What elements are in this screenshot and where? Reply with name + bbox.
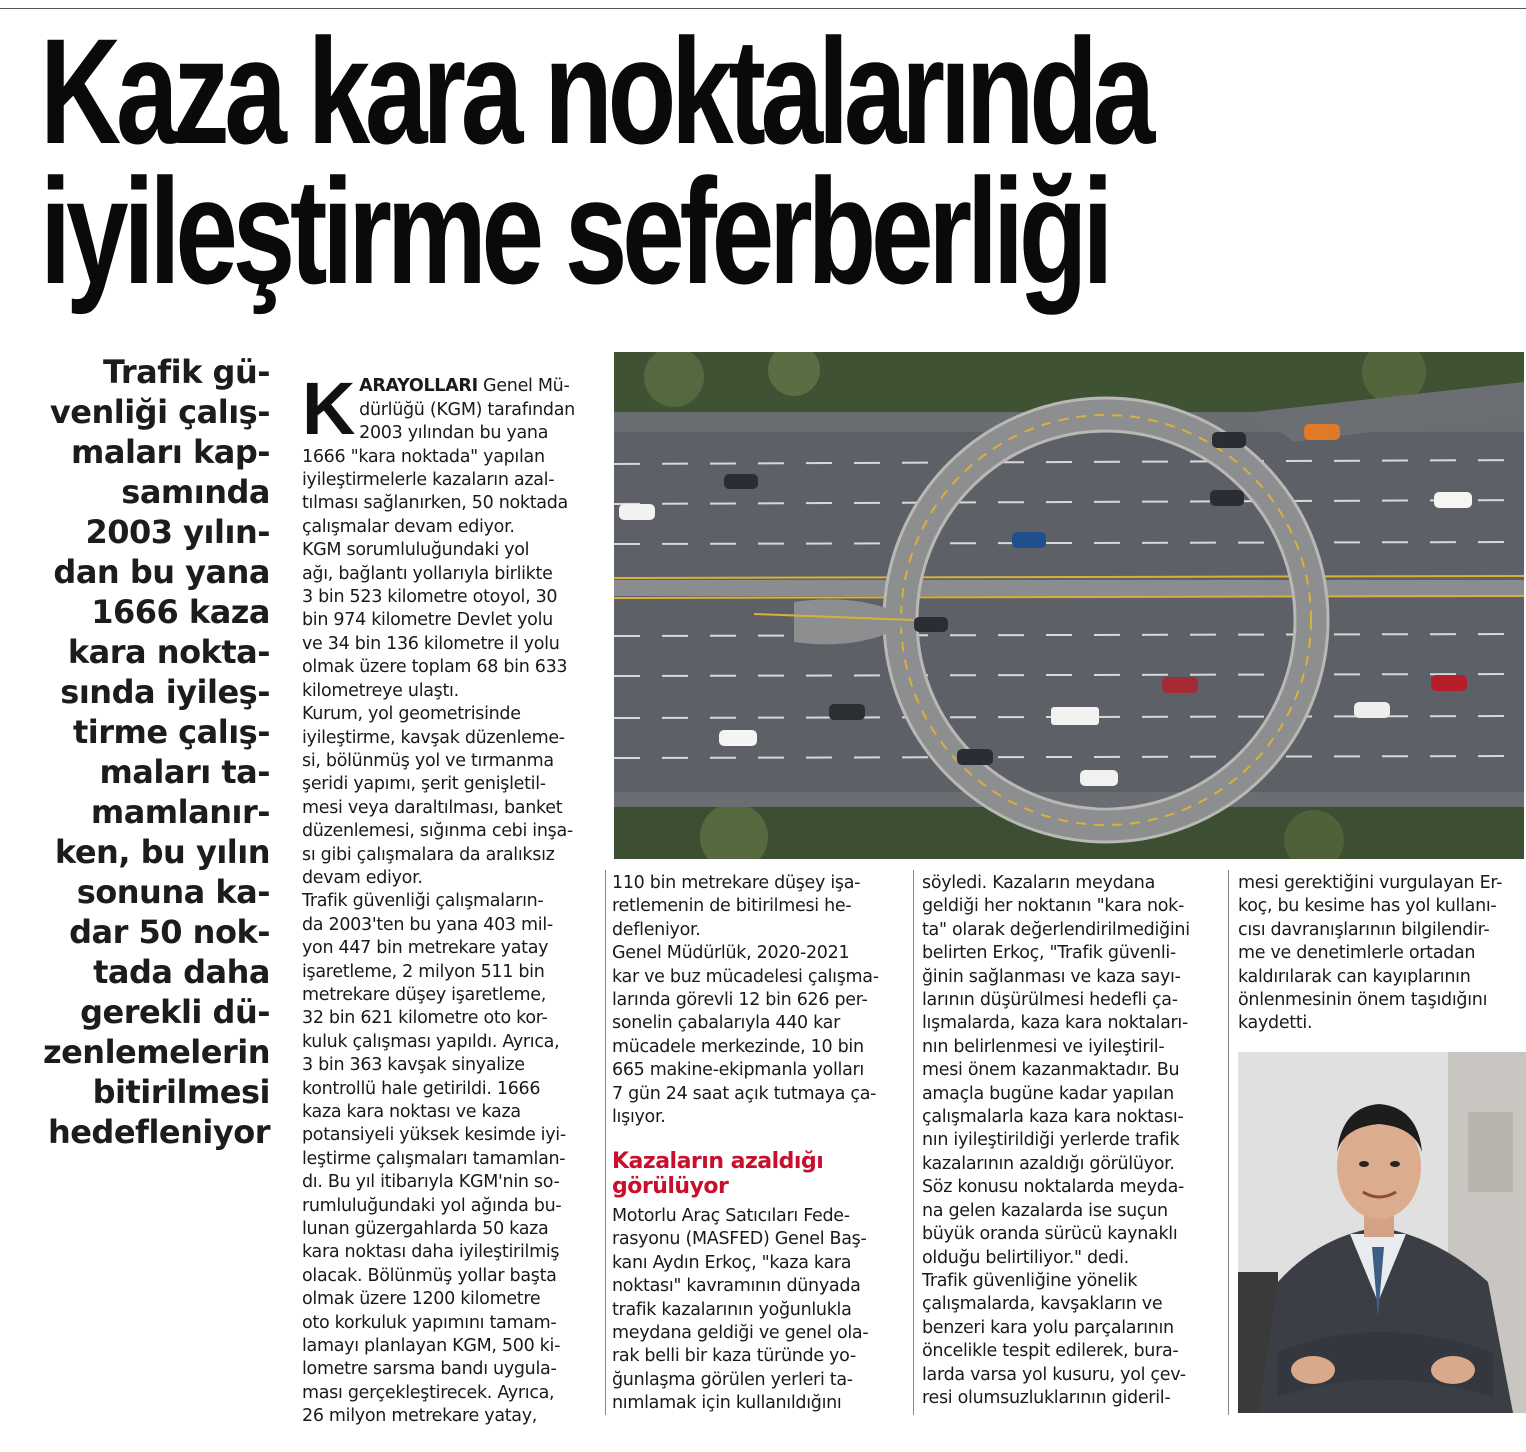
article-column-2: 110 bin metrekare düşey işa- retlemenin de bitirilmesi he- defleniyor. Genel Müdürlük, 2020-2021 kar ve buz mücadelesi çalışma- larında görevli 12 bin 626 per- sonelin çabalarıyla 440 kar mücadele merkezinde, 10 bin 665 makine-ekipmanla yolları 7 gün 24 saat açık tutmaya ça- lışıyor. xyxy=(612,873,879,1128)
headline-line-2: iyileştirme seferberliği xyxy=(40,147,1109,315)
column-divider xyxy=(605,870,606,1415)
article-column-1 xyxy=(302,352,598,1452)
column-1-body: KGM sorumluluğundaki yol ağı, bağlantı yollarıyla birlikte 3 bin 523 kilometre otoyol, 30 bin 974 kilometre Devlet yolu ve 34 bin 136 kilometre il yolu olmak üzere toplam 68 bin 633 kilometreye ulaştı. Kurum, yol geometrisinde iyileştirme, kavşak düzenleme- si, bölünmüş yol ve tırmanma şeridi yapımı, şerit genişletil- mesi veya daraltılması, banket düzenlemesi, sığınma cebi inşa- sı gibi çalışmalara da aralıksız devam ediyor. Trafik güvenliği çalışmaların- da 2003'ten bu yana 403 mil- yon 447 bin metrekare yatay işaretleme, 2 milyon 511 bin metrekare düşey işaretleme, 32 bin 621 kilometre oto kor- kuluk çalışması yapıldı. Ayrıca, 3 bin 363 kavşak sinyalize kontrollü hale getirildi. 1666 kaza kara noktası ve kaza potansiyeli yüksek kesimde iyi- leştirme çalışmaları tamamlan- dı. Bu yıl itibarıyla KGM'nin so- rumluluğundaki yol ağında bu- lunan güzergahlarda 50 kaza kara noktası daha iyileştirilmiş olacak. Bölünmüş yollar başta olmak üzere 1200 kilometre oto korkuluk yapımını tamam- lamayı planlayan KGM, 500 ki- lometre sarsma bandı uygula- ması gerçekleştirecek. Ayrıca, 26 milyon metrekare yatay, xyxy=(302,540,573,1427)
aerial-roundabout-photo xyxy=(614,352,1524,859)
headline-line-1: Kaza kara noktalarında xyxy=(40,7,1151,175)
lead-caps: ARAYOLLARI xyxy=(359,376,478,397)
subheading: Kazaların azaldığı görülüyor xyxy=(612,1149,824,1199)
article-column-2-continued: Motorlu Araç Satıcıları Fede- rasyonu (MASFED) Genel Baş- kanı Aydın Erkoç, "kaza kara noktası" kavramının dünyada trafik kazalarının yoğunlukla meydana geldiği ve genel ola- rak belli bir kaza türünde yo- ğunlaşma görülen yerleri ta- nımlamak için kullanıldığını xyxy=(612,1206,869,1414)
column-1-first-paragraph: Genel Mü- dürlüğü (KGM) tarafından 2003 yılından bu yana 1666 "kara noktada" yapılan iyileştirmelerle kazaların azal- tılması sağlanırken, 50 noktada çalışmalar devam ediyor. xyxy=(302,376,575,537)
headline xyxy=(40,7,1151,315)
drop-cap: K xyxy=(302,367,356,451)
article-column-3: söyledi. Kazaların meydana geldiği her noktanın "kara nok- ta" olarak değerlendirilmediğini belirten Erkoç, "Trafik güvenli- ğinin sağlanması ve kaza sayı- larının düşürülmesi hedefli ça- lışmalarda, kaza kara noktaları- nın belirlenmesi ve iyileştiril- mesi önem kazanmaktadır. Bu amaçla bugüne kadar yapılan çalışmalarla kaza kara noktası- nın iyileştirildiği yerlerde trafik kazalarının azaldığı görülüyor. Söz konusu noktalarda meyda- na gelen kazalarda ise suçun büyük oranda sürücü kaynaklı olduğu belirtiliyor." dedi. Trafik güvenliğine yönelik çalışmalarda, kavşakların ve benzeri kara yolu parçalarının öncelikle tespit edilerek, bura- larda varsa yol kusuru, yol çev- resi olumsuzluklarının gideril- xyxy=(922,873,1190,1408)
column-divider xyxy=(1228,870,1229,1415)
article-column-4: mesi gerektiğini vurgulayan Er- koç, bu kesime has yol kullanı- cısı davranışlarının bilgilendir- me ve denetimlerle ortadan kaldırılarak can kayıplarının önlenmesinin önem taşıdığını kaydetti. xyxy=(1238,873,1503,1034)
column-divider xyxy=(913,870,914,1415)
portrait-photo xyxy=(1238,1052,1526,1413)
spot-summary: Trafik gü- venliği çalış- maları kap- samında 2003 yılın- dan bu yana 1666 kaza kara nokta- sında iyileş- tirme çalış- maları ta- mamlanır- ken, bu yılın sonuna ka- dar 50 nok- tada daha gerekli dü- zenlemelerin bitirilmesi hedefleniyor xyxy=(42,353,270,1151)
